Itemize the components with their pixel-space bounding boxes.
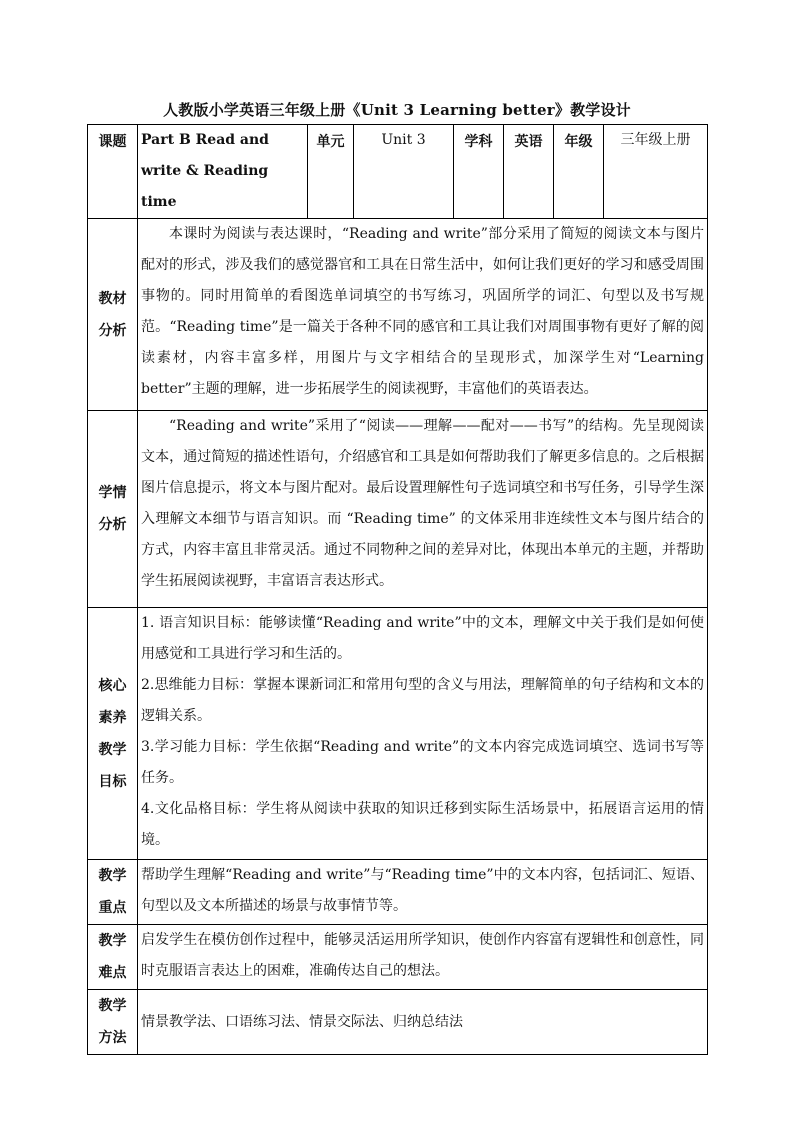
textbook-analysis-row [88, 219, 708, 411]
methods-label: 教学 方法 [88, 990, 138, 1055]
core-goals-label: 核心 素养 教学 目标 [88, 608, 138, 860]
grade-label: 年级 [554, 125, 604, 219]
goal-item: 4.文化品格目标：学生将从阅读中获取的知识迁移到实际生活场景中，拓展语言运用的情境。 [141, 801, 704, 848]
goal-item: 1. 语言知识目标：能够读懂“Reading and write”中的文本，理解文中关于我们是如何使用感觉和工具进行学习和生活的。 [141, 615, 704, 662]
goal-item: 3.学习能力目标：学生依据“Reading and write”的文本内容完成选词填空、选词书写等任务。 [141, 739, 704, 786]
subject-label: 学科 [454, 125, 504, 219]
document-title: 人教版小学英语三年级上册《Unit 3 Learning better》教学设计 [163, 101, 631, 119]
goal-item: 2.思维能力目标：掌握本课新词汇和常用句型的含义与用法，理解简单的句子结构和文本的逻辑关系。 [141, 677, 704, 724]
difficulties-label: 教学 难点 [88, 925, 138, 990]
difficulties-row [88, 925, 708, 990]
learner-analysis-row [88, 411, 708, 608]
lesson-plan-table [87, 124, 708, 1055]
topic-label: 课题 [88, 125, 138, 219]
methods-text: 情景教学法、口语练习法、情景交际法、归纳总结法 [138, 990, 708, 1055]
key-points-text: 帮助学生理解“Reading and write”与“Reading time”中的文本内容，包括词汇、短语、句型以及文本所描述的场景与故事情节等。 [138, 860, 708, 925]
difficulties-text: 启发学生在模仿创作过程中，能够灵活运用所学知识，使创作内容富有逻辑性和创意性，同时克服语言表达上的困难，准确传达自己的想法。 [138, 925, 708, 990]
key-points-label: 教学 重点 [88, 860, 138, 925]
unit-label: 单元 [308, 125, 354, 219]
textbook-analysis-text: 本课时为阅读与表达课时，“Reading and write”部分采用了简短的阅读文本与图片配对的形式，涉及我们的感觉器官和工具在日常生活中，如何让我们更好的学习和感受周围事物的。同时用简单的看图选单词填空的书写练习，巩固所学的词汇、句型以及书写规范。“Reading time”是一篇关于各种不同的感官和工具让我们对周围事物有更好了解的阅读素材，内容丰富多样，用图片与文字相结合的呈现形式，加深学生对“Learning better”主题的理解，进一步拓展学生的阅读视野，丰富他们的英语表达。 [138, 219, 708, 411]
learner-analysis-label: 学情 分析 [88, 411, 138, 608]
core-goals-row [88, 608, 708, 860]
unit-value: Unit 3 [354, 125, 454, 219]
grade-value: 三年级上册 [604, 125, 708, 219]
subject-value: 英语 [504, 125, 554, 219]
textbook-analysis-label: 教材 分析 [88, 219, 138, 411]
core-goals-text [138, 608, 708, 860]
key-points-row [88, 860, 708, 925]
header-row [88, 125, 708, 219]
topic-value: Part B Read and write & Reading time [138, 125, 308, 219]
learner-analysis-text: “Reading and write”采用了“阅读——理解——配对——书写”的结构。先呈现阅读文本，通过简短的描述性语句，介绍感官和工具是如何帮助我们了解更多信息的。之后根据图片信息提示，将文本与图片配对。最后设置理解性句子选词填空和书写任务，引导学生深入理解文本细节与语言知识。而 “Reading time” 的文体采用非连续性文本与图片结合的方式，内容丰富且非常灵活。通过不同物种之间的差异对比，体现出本单元的主题，并帮助学生拓展阅读视野，丰富语言表达形式。 [138, 411, 708, 608]
methods-row [88, 990, 708, 1055]
